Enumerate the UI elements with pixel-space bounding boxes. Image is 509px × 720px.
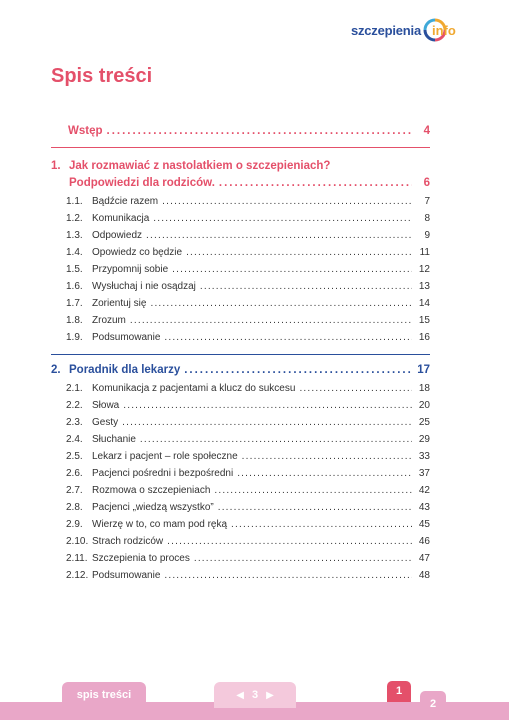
toc-item-title: Wierzę w to, co mam pod ręką [92,519,228,530]
toc-item[interactable] [66,400,430,411]
toc-item-page: 48 [418,570,430,581]
toc-item[interactable] [66,570,430,581]
toc-item-number: 1.5. [66,264,83,275]
toc-item-page: 7 [424,196,430,207]
toc-entry-title: Wstęp [68,125,103,137]
toc-item[interactable] [66,213,430,224]
toc-item-title: Zrozum [92,315,126,326]
toc-item-number: 2.10. [66,536,89,547]
toc-item-number: 1.2. [66,213,83,224]
toc-item-page: 33 [418,451,430,462]
toc-item-page: 11 [419,247,430,258]
toc-item[interactable] [66,196,430,207]
toc-leader-dots [167,536,412,547]
toc-leader-dots [122,417,412,428]
toc-item-page: 9 [424,230,430,241]
toc-item-number: 2.8. [66,502,83,513]
toc-item[interactable] [66,315,430,326]
toc-item-page: 16 [418,332,430,343]
toc-item-page: 29 [418,434,430,445]
toc-item-page: 25 [418,417,430,428]
toc-item-number: 1.7. [66,298,83,309]
toc-item-number: 2.7. [66,485,83,496]
toc-item[interactable] [66,553,430,564]
toc-item-number: 2.2. [66,400,83,411]
toc-item[interactable] [66,417,430,428]
toc-leader-dots [231,519,412,530]
toc-item-title: Podsumowanie [92,570,161,581]
toc-tab[interactable]: spis treści [62,682,146,708]
toc-chapter-title: Jak rozmawiać z nastolatkiem o szczepieniach? [69,160,331,172]
toc-item-number: 2.9. [66,519,83,530]
toc-item-number: 2.11. [66,553,88,564]
toc-leader-dots [153,213,412,224]
toc-item[interactable] [66,434,430,445]
toc-item-number: 2.3. [66,417,83,428]
toc-item-number: 2.4. [66,434,83,445]
logo-ring-icon [423,18,456,42]
toc-leader-dots [123,400,412,411]
toc-item-title: Bądźcie razem [92,196,159,207]
toc-item-page: 20 [418,400,430,411]
toc-chapter-page: 6 [423,177,430,189]
toc-chapter-number: 1. [51,160,61,172]
toc-item[interactable] [66,502,430,513]
toc-item-page: 42 [418,485,430,496]
toc-leader-dots [219,177,412,189]
toc-item-page: 12 [418,264,430,275]
toc-item[interactable] [66,281,430,292]
toc-item-page: 18 [418,383,430,394]
toc-item-number: 1.3. [66,230,83,241]
toc-item-title: Zorientuj się [92,298,147,309]
section-divider [51,147,430,148]
toc-leader-dots [164,570,412,581]
toc-item-title: Pacjenci pośredni i bezpośredni [92,468,234,479]
toc-item-page: 37 [418,468,430,479]
toc-chapter-1-line2[interactable] [69,177,430,189]
toc-leader-dots [150,298,412,309]
toc-item-number: 2.5. [66,451,83,462]
page-navigator [214,682,296,708]
toc-item-title: Przypomnij sobie [92,264,169,275]
toc-item-page: 45 [418,519,430,530]
toc-item-title: Szczepienia to proces [92,553,190,564]
toc-item-title: Słuchanie [92,434,136,445]
toc-chapter-page: 17 [417,364,430,376]
toc-item-number: 2.12. [66,570,89,581]
toc-item-title: Odpowiedz [92,230,143,241]
toc-item-number: 1.1. [66,196,83,207]
toc-entry-intro[interactable] [68,125,430,137]
toc-leader-dots [140,434,412,445]
toc-item-title: Podsumowanie [92,332,161,343]
toc-item-number: 1.9. [66,332,83,343]
logo-text: szczepienia [350,22,421,38]
toc-item-number: 2.1. [66,383,83,394]
toc-item-page: 14 [418,298,430,309]
toc-leader-dots [184,364,412,376]
toc-entry-page: 4 [423,125,430,137]
toc-chapter-2[interactable] [51,364,430,376]
toc-item[interactable] [66,451,430,462]
toc-leader-dots [172,264,412,275]
toc-item-page: 8 [424,213,430,224]
toc-item-number: 2.6. [66,468,83,479]
brand-logo [350,18,456,42]
toc-item-title: Komunikacja [92,213,150,224]
toc-item[interactable] [66,485,430,496]
toc-item-title: Lekarz i pacjent – role społeczne [92,451,238,462]
toc-item-page: 46 [418,536,430,547]
toc-item-number: 1.6. [66,281,83,292]
prev-page-icon[interactable]: ◀ [236,689,244,701]
toc-item-number: 1.4. [66,247,83,258]
toc-leader-dots [130,315,412,326]
toc-item-title: Opowiedz co będzie [92,247,183,258]
toc-item-page: 13 [418,281,430,292]
toc-item-title: Strach rodziców [92,536,164,547]
toc-item[interactable] [66,468,430,479]
toc-chapter-title-cont: Podpowiedzi dla rodziców. [69,177,215,189]
toc-leader-dots [200,281,412,292]
toc-item[interactable] [66,230,430,241]
toc-chapter-number: 2. [51,364,61,376]
toc-item-number: 1.8. [66,315,83,326]
toc-leader-dots [164,332,412,343]
toc-item[interactable] [66,383,430,394]
toc-leader-dots [162,196,412,207]
toc-leader-dots [242,451,412,462]
toc-item-title: Słowa [92,400,120,411]
toc-item-page: 15 [418,315,430,326]
toc-item-title: Gesty [92,417,119,428]
toc-item-title: Komunikacja z pacjentami a klucz do sukcesu [92,383,296,394]
toc-leader-dots [194,553,412,564]
chapter-2-tab[interactable]: 2 [420,691,446,720]
chapter-1-tab[interactable]: 1 [387,681,411,702]
toc-item-title: Wysłuchaj i nie osądzaj [92,281,196,292]
toc-item-title: Pacjenci „wiedzą wszystko” [92,502,214,513]
toc-item[interactable] [66,247,430,258]
toc-item[interactable] [66,536,430,547]
toc-leader-dots [146,230,412,241]
toc-chapter-title: Poradnik dla lekarzy [69,364,181,376]
section-divider [51,354,430,355]
toc-item[interactable] [66,264,430,275]
toc-leader-dots [186,247,412,258]
toc-item[interactable] [66,298,430,309]
toc-leader-dots [299,383,412,394]
toc-item-page: 47 [418,553,430,564]
toc-item[interactable] [66,332,430,343]
toc-leader-dots [237,468,412,479]
page-title: Spis treści [51,65,153,87]
toc-leader-dots [107,125,413,137]
toc-leader-dots [218,502,412,513]
toc-item[interactable] [66,519,430,530]
next-page-icon[interactable]: ▶ [266,689,274,701]
toc-item-title: Rozmowa o szczepieniach [92,485,211,496]
toc-item-page: 43 [418,502,430,513]
current-page-number: 3 [251,689,259,701]
toc-leader-dots [214,485,412,496]
logo-suffix: info [432,23,456,38]
toc-chapter-1-line1[interactable] [51,160,330,172]
